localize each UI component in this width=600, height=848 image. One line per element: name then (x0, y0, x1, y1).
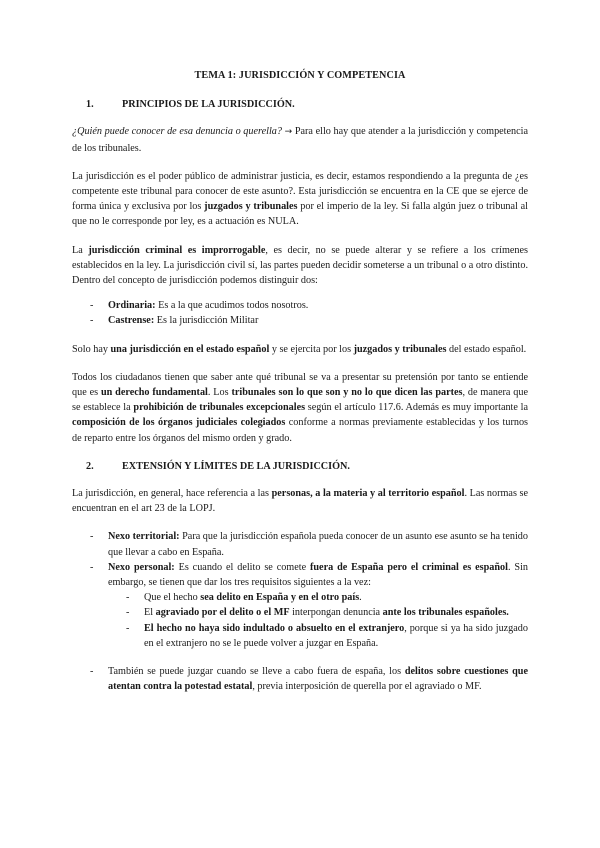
text-span: Todos los ciudadanos tienen que saber ante qué tribunal se va a presentar su pretensión por tanto se entiende que es (72, 371, 528, 399)
bold-span: ante los tribunales españoles. (382, 607, 509, 619)
text-span: según el artículo 117.6. Además es muy importante la (305, 402, 529, 414)
bold-span: personas, a la materia y al territorio español (271, 488, 465, 500)
sub-list-item (108, 605, 528, 620)
text-span: Que el hecho (144, 592, 201, 604)
bold-span: jurisdicción criminal es improrrogable (88, 244, 266, 256)
list-item-nexo-territorial (72, 529, 528, 559)
section-1-title: PRINCIPIOS DE LA JURISDICCIÓN. (122, 99, 295, 111)
text-span: , porque si ya ha sido juzgado en el extranjero no se le puede volver a juzgar en España. (144, 622, 528, 649)
text-span: . Las normas se encuentran en el art 23 de la LOPJ. (72, 488, 529, 515)
additional-list (72, 664, 528, 694)
paragraph-definition (72, 169, 528, 230)
list-item (72, 313, 528, 328)
right-arrow-icon: → (284, 127, 293, 138)
list-item-text: Es la jurisdicción Militar (154, 315, 259, 327)
section-1-heading (72, 97, 528, 112)
text-span: La jurisdicción, en general, hace referencia a las (72, 488, 272, 500)
text-span: y se ejercita por los (269, 343, 354, 355)
text-span: , de manera que se establece la (72, 387, 528, 414)
bold-span: El hecho no haya sido indultado o absuelto en el extranjero (144, 622, 405, 634)
text-span: Es cuando el delito se comete (174, 561, 310, 573)
bold-span: una jurisdicción en el estado español (110, 343, 270, 355)
bold-span: agraviado por el delito o el MF (155, 607, 290, 619)
list-item-text: Es a la que acudimos todos nosotros. (155, 300, 309, 312)
text-span: . Los (207, 387, 232, 399)
text-span: del estado español. (446, 343, 527, 355)
bold-span: prohibición de tribunales excepcionales (133, 402, 306, 414)
nexus-list (72, 529, 528, 651)
sub-list-item (108, 621, 528, 651)
document-title: TEMA 1: JURISDICCIÓN Y COMPETENCIA (194, 70, 406, 81)
text-span: También se puede juzgar cuando se lleve a cabo fuera de españa, los (108, 666, 405, 678)
paragraph-improrrogable (72, 243, 528, 289)
paragraph-fundamental-right (72, 370, 528, 446)
question-text: ¿Quién puede conocer de esa denuncia o querella? (72, 126, 282, 138)
bold-span: un derecho fundamental (100, 387, 208, 399)
text-span: La jurisdicción es el poder público de administrar justicia, es decir, estamos respondiendo a la pregunta de ¿es competente este tribunal para conocer de este asunto?. Esta jurisdicción se encuentra en la CE que se ejerce de forma única y exclusiva por los (72, 170, 528, 213)
bold-span: composición de los órganos judiciales colegiados (72, 417, 286, 429)
text-span: conforme a normas previamente establecidas y los turnos de reparto entre los órganos del mismo orden y grado. (72, 417, 528, 444)
list-item-label: Nexo territorial: (108, 531, 180, 543)
text-span: El (144, 607, 156, 619)
text-span: La (72, 244, 89, 256)
bold-span: sea delito en España y en el otro país (200, 592, 360, 604)
list-item-label: Castrense: (108, 315, 155, 327)
requirements-list (108, 590, 528, 651)
bold-span: delitos sobre cuestiones que atentan contra la potestad estatal (108, 666, 528, 693)
text-span: . (359, 592, 362, 604)
text-span: interpongan denuncia (289, 607, 383, 619)
section-2-heading (72, 459, 528, 474)
text-span: por el imperio de la ley. Si falla algún juez o tribunal al que no le corresponde por ley, es a actuación es NULA. (72, 201, 529, 228)
question-rest: Para ello hay que atender a la jurisdicción y competencia de los tribunales. (72, 126, 529, 154)
bold-span: tribunales son lo que son y no lo que dicen las partes (231, 387, 463, 399)
sub-list-item (108, 590, 528, 605)
paragraph-single-jurisdiction (72, 342, 528, 357)
list-item-nexo-personal (72, 560, 528, 651)
text-span: , es decir, no se puede alterar y se refiere a los crímenes establecidos en la ley. La jurisdicción civil sí, las partes pueden decidir someterse a un tribunal o a otro distinto. Dentro del concepto de jurisdicción podemos distinguir dos: (72, 244, 528, 287)
paragraph-question (72, 124, 528, 155)
list-item-label: Ordinaria: (108, 300, 156, 312)
text-span: . Sin embargo, se tienen que dar los tres requisitos siguientes a la vez: (108, 561, 528, 589)
list-item-text: Para que la jurisdicción española pueda conocer de un asunto ese asunto se ha tenido que llevar a cabo en España. (108, 531, 528, 558)
list-item (72, 298, 528, 313)
section-2-title: EXTENSIÓN Y LÍMITES DE LA JURISDICCIÓN. (122, 460, 350, 472)
bold-span: juzgados y tribunales (353, 343, 447, 355)
list-item-label: Nexo personal: (108, 561, 175, 573)
text-span: , previa interposición de querella por el agraviado o MF. (252, 681, 482, 693)
bold-span: juzgados y tribunales (204, 201, 298, 213)
bold-span: fuera de España pero el criminal es español (310, 561, 508, 573)
section-1-number: 1. (86, 99, 94, 111)
document-page (72, 68, 528, 708)
list-item-potestad-estatal (72, 664, 528, 694)
text-span: Solo hay (72, 343, 111, 355)
jurisdiction-types-list (72, 298, 528, 328)
paragraph-extension (72, 486, 528, 516)
section-2-number: 2. (86, 460, 94, 472)
